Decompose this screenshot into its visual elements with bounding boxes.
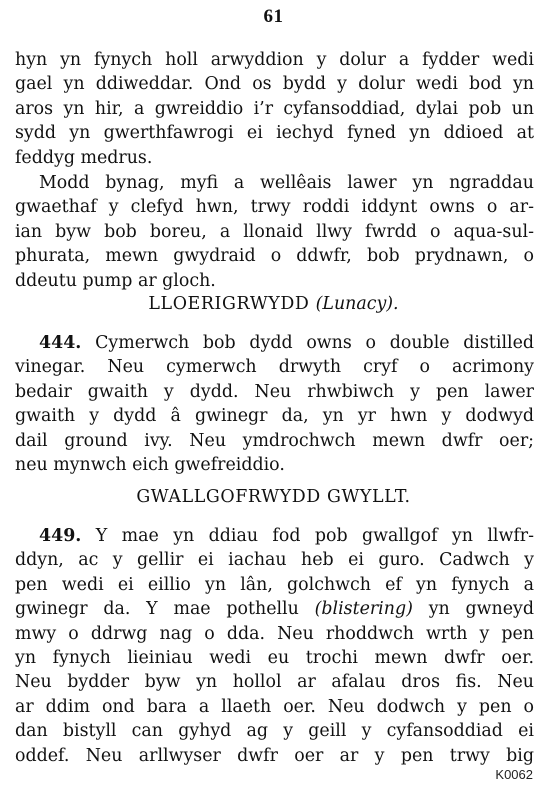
section-heading-raving-madness — [0, 487, 547, 507]
text-line: dail ground ivy. Neu ymdrochwch mewn dwfr oer; — [15, 430, 534, 451]
text-span: gwinegr da. Y mae pothellu — [15, 599, 299, 620]
entry-number: 449. — [39, 526, 82, 546]
text-line: yn fynych lieiniau wedi eu trochi mewn dwfr oer. — [15, 647, 534, 668]
text-line: sydd yn gwerthfawrogi ei iechyd fyned yn ddioed at — [15, 123, 534, 144]
text-span: Cymerwch bob dydd owns o double distilled — [95, 333, 535, 353]
text-line: phurata, mewn gwydraid o ddwfr, bob prydnawn, o — [15, 246, 534, 267]
text-line: mwy o ddrwg nag o dda. Neu rhoddwch wrth y pen — [15, 623, 534, 644]
text-line: pen wedi ei eillio yn lân, golchwch ef yn fynych a — [15, 574, 534, 595]
text-line: Neu bydder byw yn hollol ar afalau dros fis. Neu — [15, 672, 534, 693]
text-line: aros yn hir, a gwreiddio i’r cyfansoddiad, dylai pob un — [15, 98, 534, 119]
text-line — [15, 524, 534, 548]
text-line: neu mynwch eich gwefreiddio. — [15, 454, 285, 475]
text-line: oddef. Neu arllwyser dwfr oer ar y pen trwy big — [15, 745, 534, 766]
text-line: ddyn, ac y gellir ei iachau heb ei guro. Cadwch y — [15, 550, 534, 571]
paragraph-444 — [15, 331, 534, 477]
page-number: 61 — [263, 6, 284, 27]
text-line: vinegar. Neu cymerwch drwyth cryf o acrimony — [15, 357, 534, 378]
entry-number: 444. — [39, 333, 82, 353]
text-line — [15, 597, 534, 621]
paragraph-treatment — [15, 171, 534, 293]
text-line: gwaethaf y clefyd hwn, trwy roddi iddynt owns o ar- — [15, 197, 534, 218]
text-line: gwaith y dydd â gwinegr da, yn yr hwn y dodwyd — [15, 406, 534, 427]
text-line: ian byw bob boreu, a llonaid llwy fwrdd o aqua-sul- — [15, 221, 534, 242]
section-heading-lunacy — [0, 294, 547, 314]
text-line: Modd bynag, myfi a wellêais lawer yn ngraddau — [39, 173, 534, 193]
text-line — [15, 331, 534, 355]
text-line: ar ddim ond bara a llaeth oer. Neu dodwch y pen o — [15, 696, 534, 717]
heading-title: GWALLGOFRWYDD GWYLLT. — [136, 487, 411, 507]
paragraph-continuation — [15, 48, 534, 170]
text-span: yn gwneyd — [428, 599, 534, 620]
reference-code: K0062 — [495, 767, 533, 782]
text-line: feddyg medrus. — [15, 147, 153, 168]
text-line: hyn yn fynych holl arwyddion y dolur a fydder wedi — [15, 50, 534, 70]
paragraph-449 — [15, 524, 534, 768]
text-line: dan bistyll can gyhyd ag y geill y cyfansoddiad ei — [15, 721, 534, 742]
heading-subtitle: (Lunacy). — [315, 294, 399, 314]
text-line: gael yn ddiweddar. Ond os bydd y dolur wedi bod yn — [15, 74, 534, 95]
text-span: Y mae yn ddiau fod pob gwallgof yn llwfr- — [95, 526, 534, 546]
text-line: bedair gwaith y dydd. Neu rhwbiwch y pen lawer — [15, 381, 534, 402]
heading-title: LLOERIGRWYDD — [148, 294, 310, 314]
italic-term: (blistering) — [314, 599, 413, 620]
text-line: ddeutu pump ar gloch. — [15, 270, 216, 291]
